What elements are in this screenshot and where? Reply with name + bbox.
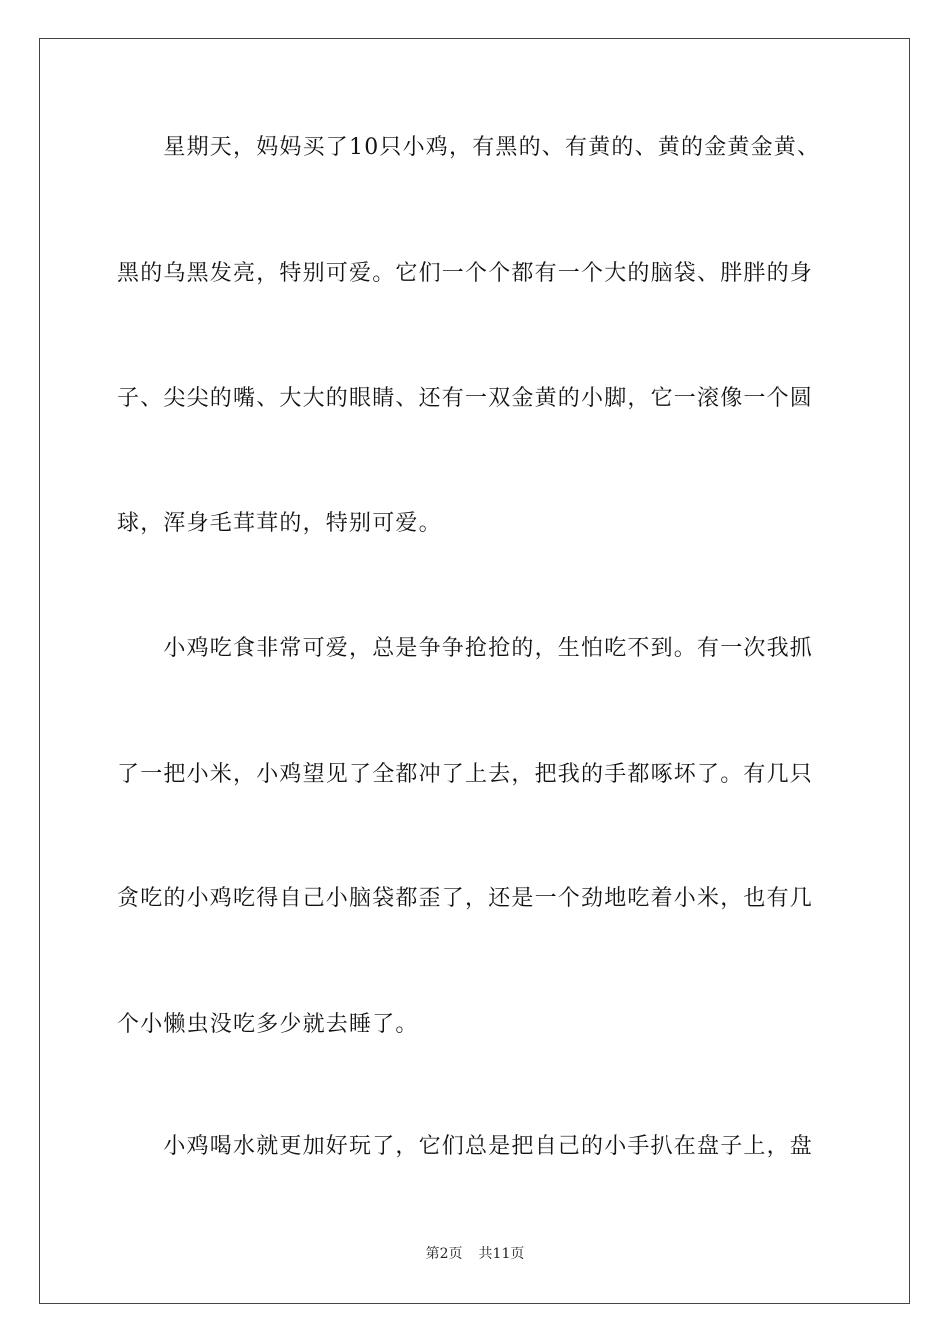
text-line: 小鸡吃食非常可爱，总是争争抢抢的，生怕吃不到。有一次我抓 — [117, 636, 814, 661]
text-line: 了一把小米，小鸡望见了全都冲了上去，把我的手都啄坏了。有几只 — [117, 762, 814, 787]
text-line: 星期天，妈妈买了10只小鸡，有黑的、有黄的、黄的金黄金黄、 — [117, 135, 821, 160]
page-footer — [0, 1245, 950, 1263]
page-total: 共11页 — [478, 1246, 525, 1262]
page-number: 第2页 — [425, 1246, 463, 1262]
text-line: 小鸡喝水就更加好玩了，它们总是把自己的小手扒在盘子上，盘 — [117, 1134, 814, 1159]
text-line: 个小懒虫没吃多少就去睡了。 — [117, 1012, 419, 1037]
text-line: 黑的乌黑发亮，特别可爱。它们一个个都有一个大的脑袋、胖胖的身 — [117, 261, 814, 286]
text-line: 球，浑身毛茸茸的，特别可爱。 — [117, 511, 442, 536]
text-line: 贪吃的小鸡吃得自己小脑袋都歪了，还是一个劲地吃着小米，也有几 — [117, 886, 814, 911]
page-border — [39, 38, 910, 1304]
text-line: 子、尖尖的嘴、大大的眼睛、还有一双金黄的小脚，它一滚像一个圆 — [117, 386, 814, 411]
